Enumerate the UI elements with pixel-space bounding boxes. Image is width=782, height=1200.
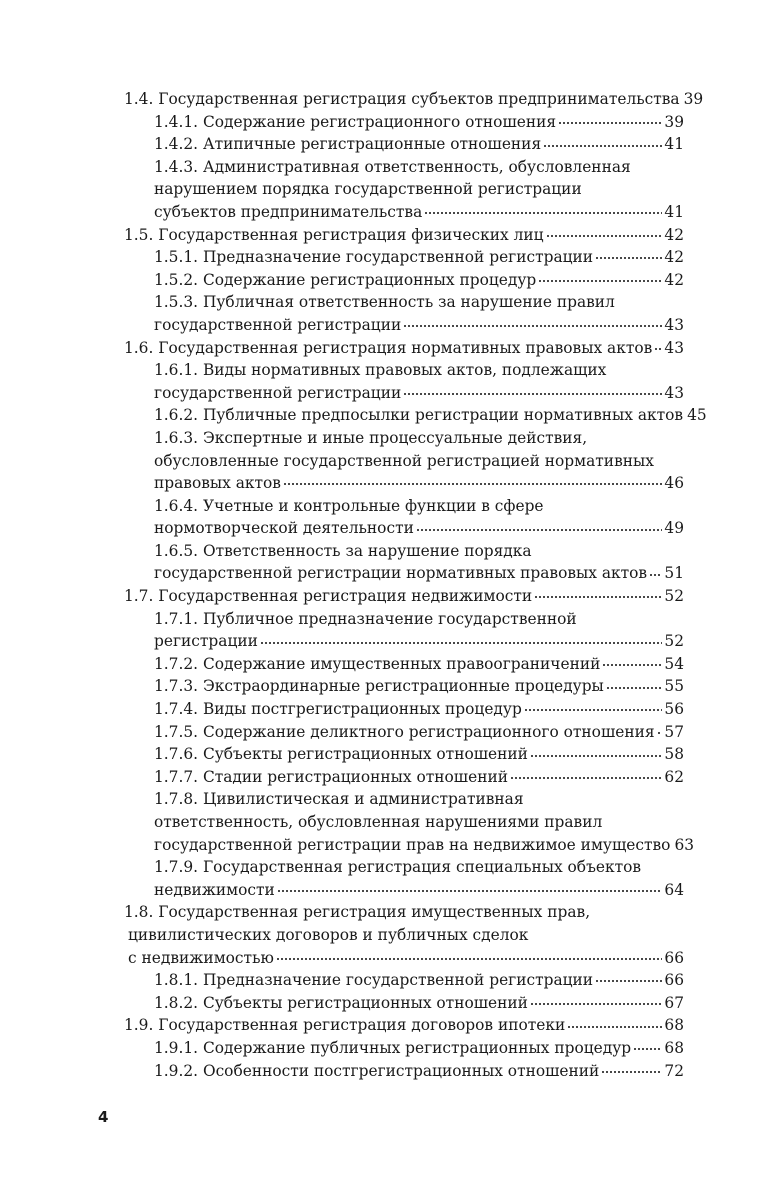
dot-leader bbox=[538, 269, 662, 285]
toc-entry-title-line: государственной регистрации bbox=[154, 383, 402, 402]
toc-entry-title-line: 1.6.1. Виды нормативных правовых актов, подлежащих bbox=[154, 361, 607, 380]
toc-entry-title-line: 1.7.8. Цивилистическая и административная bbox=[154, 790, 524, 809]
toc-entry-title-line: 1.4.3. Административная ответственность, обусловленная bbox=[154, 157, 631, 176]
toc-entry-page: 41 bbox=[664, 202, 684, 221]
dot-leader bbox=[558, 111, 662, 127]
dot-leader bbox=[534, 585, 662, 601]
dot-leader bbox=[602, 653, 662, 669]
toc-entry-title-line: 1.8.1. Предназначение государственной регистрации bbox=[154, 971, 594, 990]
toc-entry-page: 68 bbox=[664, 1038, 684, 1057]
toc-entry bbox=[124, 224, 684, 247]
toc-entry bbox=[124, 788, 695, 856]
toc-entry-page: 49 bbox=[664, 519, 684, 538]
dot-leader bbox=[276, 947, 663, 963]
dot-leader bbox=[530, 992, 662, 1008]
toc-entry-page: 43 bbox=[664, 338, 684, 357]
toc-entry-page: 42 bbox=[664, 248, 684, 267]
toc-entry-title-line: 1.8. Государственная регистрация имущественных прав, bbox=[124, 903, 591, 922]
toc-entry-page: 45 bbox=[687, 406, 707, 425]
toc-entry-page: 68 bbox=[664, 1016, 684, 1035]
toc-entry-title-line: 1.4.2. Атипичные регистрационные отношения bbox=[154, 135, 542, 154]
toc-entry bbox=[124, 337, 684, 360]
toc-entry bbox=[124, 156, 684, 224]
dot-leader bbox=[510, 766, 662, 782]
dot-leader bbox=[530, 743, 662, 759]
toc-entry-title-line: 1.9.1. Содержание публичных регистрационных процедур bbox=[154, 1038, 632, 1057]
toc-entry-title-line: ответственность, обусловленная нарушениями правил bbox=[154, 813, 603, 831]
toc-entry-title-line: правовых актов bbox=[154, 474, 281, 493]
toc-entry-page: 57 bbox=[664, 722, 684, 741]
toc-entry bbox=[124, 675, 684, 698]
toc-entry-title-line: 1.7.5. Содержание деликтного регистрационного отношения bbox=[154, 722, 655, 741]
dot-leader bbox=[260, 630, 663, 646]
toc-entry-page: 62 bbox=[664, 767, 684, 786]
toc-entry-page: 72 bbox=[664, 1061, 684, 1080]
dot-leader bbox=[595, 246, 662, 262]
toc-entry bbox=[124, 88, 704, 111]
dot-leader bbox=[654, 337, 662, 353]
toc-entry bbox=[124, 1014, 684, 1037]
toc-entry-page: 51 bbox=[664, 564, 684, 583]
toc-entry-page: 54 bbox=[664, 654, 684, 673]
toc-entry bbox=[124, 427, 684, 495]
toc-entry-title-line: 1.7.7. Стадии регистрационных отношений bbox=[154, 767, 508, 786]
toc-entry-title-line: 1.5. Государственная регистрация физических лиц bbox=[124, 225, 544, 244]
dot-leader bbox=[403, 382, 662, 398]
toc-entry-title-line: 1.5.2. Содержание регистрационных процедур bbox=[154, 270, 537, 289]
toc-entry bbox=[124, 766, 684, 789]
toc-entry-page: 64 bbox=[664, 880, 684, 899]
toc-entry bbox=[124, 901, 684, 969]
toc-entry-title-line: обусловленные государственной регистрацией нормативных bbox=[154, 451, 654, 470]
toc-entry bbox=[124, 495, 684, 540]
toc-entry-title-line: 1.7. Государственная регистрация недвижимости bbox=[124, 587, 533, 606]
toc-entry-page: 39 bbox=[664, 112, 684, 131]
toc-entry-title-line: 1.6.2. Публичные предпосылки регистрации нормативных актов bbox=[154, 406, 684, 425]
toc-entry-title-line: 1.5.1. Предназначение государственной регистрации bbox=[154, 248, 594, 267]
dot-leader bbox=[277, 879, 663, 895]
toc-entry-title-line: нормотворческой деятельности bbox=[154, 519, 414, 538]
toc-entry-page: 56 bbox=[664, 700, 684, 719]
toc-entry bbox=[124, 404, 707, 427]
toc-entry-page: 42 bbox=[664, 225, 684, 244]
toc-entry-title-line: 1.7.6. Субъекты регистрационных отношений bbox=[154, 745, 528, 764]
dot-leader bbox=[606, 675, 663, 691]
toc-entry bbox=[124, 721, 684, 744]
dot-leader bbox=[416, 517, 663, 533]
dot-leader bbox=[567, 1014, 662, 1030]
toc-entry-title-line: 1.9.2. Особенности постгрегистрационных отношений bbox=[154, 1061, 600, 1080]
toc-entry-title-line: недвижимости bbox=[154, 880, 275, 899]
toc-entry-title-line: 1.4. Государственная регистрация субъектов предпринимательства bbox=[124, 90, 680, 108]
toc-entry bbox=[124, 856, 684, 901]
toc-entry bbox=[124, 291, 684, 336]
toc-entry bbox=[124, 653, 684, 676]
dot-leader bbox=[283, 472, 662, 488]
toc-entry-page: 52 bbox=[664, 632, 684, 651]
toc-entry bbox=[124, 698, 684, 721]
toc-entry bbox=[124, 133, 684, 156]
toc-entry-page: 63 bbox=[674, 835, 695, 854]
toc-entry-title-line: 1.9. Государственная регистрация договоров ипотеки bbox=[124, 1016, 566, 1035]
toc-entry-page: 39 bbox=[683, 90, 704, 108]
toc-entry-title-line: 1.6. Государственная регистрация нормативных правовых актов bbox=[124, 338, 653, 357]
dot-leader bbox=[633, 1037, 662, 1053]
toc-entry-title-line: государственной регистрации нормативных правовых актов bbox=[154, 564, 648, 583]
toc-entry-page: 52 bbox=[664, 587, 684, 606]
dot-leader bbox=[601, 1060, 662, 1076]
toc-entry-title-line: 1.4.1. Содержание регистрационного отношения bbox=[154, 112, 557, 131]
toc-entry bbox=[124, 608, 684, 653]
toc-entry bbox=[124, 359, 684, 404]
table-of-contents bbox=[124, 88, 707, 1082]
toc-entry-page: 67 bbox=[664, 993, 684, 1012]
toc-entry-title-line: 1.7.4. Виды постгрегистрационных процедур bbox=[154, 700, 522, 719]
toc-entry-title-line: 1.8.2. Субъекты регистрационных отношений bbox=[154, 993, 528, 1012]
dot-leader bbox=[524, 698, 663, 714]
toc-entry-title-line: государственной регистрации прав на недвижимое имущество bbox=[154, 835, 671, 854]
toc-entry bbox=[124, 992, 684, 1015]
toc-entry-page: 41 bbox=[664, 135, 684, 154]
toc-entry-title-line: с недвижимостью bbox=[128, 948, 274, 967]
toc-entry bbox=[124, 540, 684, 585]
dot-leader bbox=[595, 969, 662, 985]
toc-entry bbox=[124, 969, 684, 992]
toc-entry-title-line: 1.7.1. Публичное предназначение государственной bbox=[154, 609, 577, 628]
toc-entry bbox=[124, 743, 684, 766]
dot-leader bbox=[649, 562, 662, 578]
toc-entry bbox=[124, 269, 684, 292]
toc-entry-page: 46 bbox=[664, 474, 684, 493]
toc-entry bbox=[124, 1060, 684, 1083]
dot-leader bbox=[546, 224, 663, 240]
toc-entry-page: 43 bbox=[664, 383, 684, 402]
toc-entry-page: 66 bbox=[664, 971, 684, 990]
toc-entry-title-line: государственной регистрации bbox=[154, 315, 402, 334]
dot-leader bbox=[543, 133, 662, 149]
toc-entry-page: 66 bbox=[664, 948, 684, 967]
toc-entry-title-line: 1.6.5. Ответственность за нарушение порядка bbox=[154, 541, 532, 560]
toc-entry-title-line: 1.6.4. Учетные и контрольные функции в сфере bbox=[154, 496, 544, 515]
dot-leader bbox=[403, 314, 662, 330]
toc-entry-page: 42 bbox=[664, 270, 684, 289]
toc-entry-title-line: нарушением порядка государственной регистрации bbox=[154, 180, 582, 199]
toc-entry bbox=[124, 585, 684, 608]
toc-entry-title-line: 1.7.3. Экстраординарные регистрационные процедуры bbox=[154, 677, 604, 696]
toc-entry-title-line: цивилистических договоров и публичных сделок bbox=[128, 925, 529, 944]
toc-entry-title-line: регистрации bbox=[154, 632, 258, 651]
toc-entry-title-line: 1.5.3. Публичная ответственность за нарушение правил bbox=[154, 293, 615, 312]
toc-entry-page: 58 bbox=[664, 745, 684, 764]
toc-entry-title-line: субъектов предпринимательства bbox=[154, 202, 423, 221]
toc-entry bbox=[124, 111, 684, 134]
toc-entry-page: 43 bbox=[664, 315, 684, 334]
toc-entry-page: 55 bbox=[664, 677, 684, 696]
toc-entry-title-line: 1.6.3. Экспертные и иные процессуальные действия, bbox=[154, 428, 588, 447]
toc-entry-title-line: 1.7.9. Государственная регистрация специальных объектов bbox=[154, 858, 642, 877]
toc-entry bbox=[124, 1037, 684, 1060]
dot-leader bbox=[424, 201, 662, 217]
page-number: 4 bbox=[98, 1108, 109, 1126]
dot-leader bbox=[657, 721, 663, 737]
toc-entry bbox=[124, 246, 684, 269]
toc-entry-title-line: 1.7.2. Содержание имущественных правоограничений bbox=[154, 654, 601, 673]
